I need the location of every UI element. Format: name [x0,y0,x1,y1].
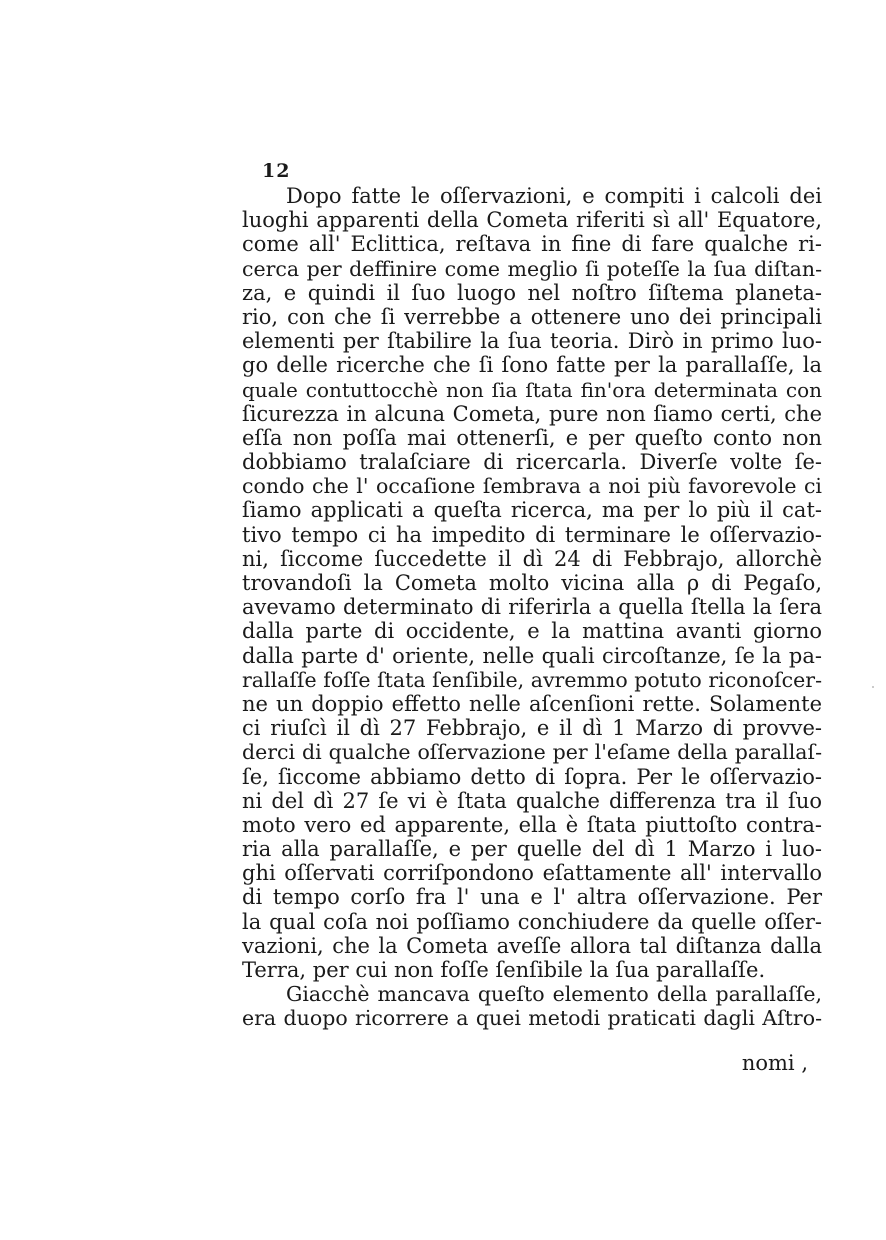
text-line: ni, ſiccome ſuccedette il dì 24 di Febbrajo, allorchè [242,546,822,571]
text-line: come all' Eclittica, reſtava in fine di fare qualche ri- [242,232,822,257]
text-line: dalla parte d' oriente, nelle quali circoſtanze, ſe la pa- [242,643,822,668]
text-line: era duopo ricorrere a quei metodi praticati dagli Aſtro- [242,1006,822,1031]
text-line: Terra, per cui non foſſe ſenſibile la ſua parallaſſe. [242,958,766,982]
text-line: za, e quindi il ſuo luogo nel noſtro ſiſtema planeta- [242,280,822,305]
text-line: rallaſſe foſſe ſtata ſenſibile, avremmo potuto riconoſcer- [242,667,822,692]
text-line: la qual coſa noi poſſiamo conchiudere da quelle oſſer- [242,909,822,934]
text-line: quale contuttocchè non ſia ſtata fin'ora determinata con [242,377,822,402]
text-line: ci riuſcì il dì 27 Febbrajo, e il dì 1 Marzo di provve- [242,716,822,741]
body-text [242,184,822,1031]
text-line: ria alla parallaſſe, e per quelle del dì 1 Marzo i luo- [242,837,822,862]
text-line: di tempo corſo fra l' una e l' altra oſſervazione. Per [242,885,822,910]
text-line: vazioni, che la Cometa aveſſe allora tal diſtanza dalla [242,933,822,958]
text-line: derci di qualche oſſervazione per l'eſame della parallaſ- [242,740,822,765]
text-line: cerca per deffinire come meglio ſi poteſſe la ſua diſtan- [242,256,822,281]
text-line: ſicurezza in alcuna Cometa, pure non ſiamo certi, che [242,401,822,426]
text-line: eſſa non poſſa mai ottenerſi, e per queſto conto non [242,425,822,450]
text-line: tivo tempo ci ha impedito di terminare le oſſervazio- [242,522,822,547]
text-line: rio, con che ſi verrebbe a ottenere uno dei principali [242,304,822,329]
text-line: dalla parte di occidente, e la mattina avanti giorno [242,619,822,644]
text-line: ghi oſſervati corriſpondono eſattamente all' intervallo [242,861,822,886]
margin-speck [872,686,874,688]
text-line: trovandoſi la Cometa molto vicina alla ρ di Pegaſo, [242,571,822,595]
text-line: avevamo determinato di riferirla a quella ſtella la ſera [242,595,822,620]
text-line: elementi per ſtabilire la ſua teoria. Dirò in primo luo- [242,329,822,354]
text-line: ne un doppio effetto nelle aſcenſioni rette. Solamente [242,691,822,716]
text-line: moto vero ed apparente, ella è ſtata piuttoſto contra- [242,812,822,837]
text-line: luoghi apparenti della Cometa riferiti sì all' Equatore, [242,208,822,233]
text-line: condo che l' occaſione ſembrava a noi più favorevole ci [242,474,822,499]
text-line: ſe, ſiccome abbiamo detto di ſopra. Per le oſſervazio- [242,764,822,789]
text-line: dobbiamo tralaſciare di ricercarla. Diverſe volte ſe- [242,450,822,475]
text-line: ni del dì 27 ſe vi è ſtata qualche differenza tra il ſuo [242,788,822,813]
text-line: ſiamo applicati a queſta ricerca, ma per lo più il cat- [242,498,822,523]
text-line: Dopo fatte le oſſervazioni, e compiti i calcoli dei [286,184,822,208]
text-line: Giacchè mancava queſto elemento della parallaſſe, [286,982,822,1007]
catchword: nomi , [741,1051,808,1075]
text-line: go delle ricerche che ſi ſono fatte per la parallaſſe, la [242,353,822,378]
page-number: 12 [262,160,291,182]
